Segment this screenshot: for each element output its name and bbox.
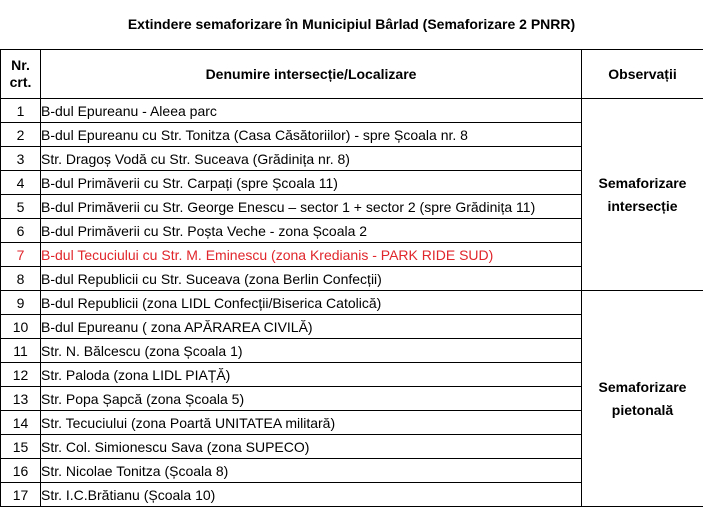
row-number: 9 xyxy=(1,291,41,315)
intersection-name: Str. Dragoș Vodă cu Str. Suceava (Grădinița nr. 8) xyxy=(41,147,582,171)
document-title: Extindere semaforizare în Municipiul Bârlad (Semaforizare 2 PNRR) xyxy=(0,0,703,49)
intersection-name: B-dul Tecuciului cu Str. M. Eminescu (zona Kredianis - PARK RIDE SUD) xyxy=(41,243,582,267)
intersection-name: Str. Col. Simionescu Sava (zona SUPECO) xyxy=(41,435,582,459)
intersection-name: Str. Paloda (zona LIDL PIAȚĂ) xyxy=(41,363,582,387)
row-number: 15 xyxy=(1,435,41,459)
table-body xyxy=(1,99,703,507)
row-number: 6 xyxy=(1,219,41,243)
table-row xyxy=(1,291,703,315)
row-number: 17 xyxy=(1,483,41,507)
row-number: 10 xyxy=(1,315,41,339)
row-number: 4 xyxy=(1,171,41,195)
intersection-name: B-dul Epureanu - Aleea parc xyxy=(41,99,582,123)
row-number: 7 xyxy=(1,243,41,267)
intersection-name: B-dul Republicii cu Str. Suceava (zona Berlin Confecții) xyxy=(41,267,582,291)
row-number: 5 xyxy=(1,195,41,219)
group-observation: Semaforizare intersecție xyxy=(582,99,703,291)
header-observations: Observații xyxy=(582,50,703,99)
intersection-name: Str. N. Bălcescu (zona Școala 1) xyxy=(41,339,582,363)
intersection-name: B-dul Primăverii cu Str. George Enescu – sector 1 + sector 2 (spre Grădinița 11) xyxy=(41,195,582,219)
row-number: 3 xyxy=(1,147,41,171)
intersection-name: Str. Tecuciului (zona Poartă UNITATEA militară) xyxy=(41,411,582,435)
row-number: 11 xyxy=(1,339,41,363)
header-nr: Nr. crt. xyxy=(1,50,41,99)
row-number: 12 xyxy=(1,363,41,387)
table-header-row xyxy=(1,50,703,99)
intersection-name: Str. Popa Șapcă (zona Școala 5) xyxy=(41,387,582,411)
row-number: 14 xyxy=(1,411,41,435)
intersections-table xyxy=(0,49,703,507)
row-number: 1 xyxy=(1,99,41,123)
header-name: Denumire intersecție/Localizare xyxy=(41,50,582,99)
group-observation: Semaforizare pietonală xyxy=(582,291,703,507)
intersection-name: Str. Nicolae Tonitza (Școala 8) xyxy=(41,459,582,483)
row-number: 16 xyxy=(1,459,41,483)
intersection-name: B-dul Epureanu cu Str. Tonitza (Casa Căsătoriilor) - spre Școala nr. 8 xyxy=(41,123,582,147)
intersection-name: B-dul Primăverii cu Str. Poșta Veche - zona Școala 2 xyxy=(41,219,582,243)
row-number: 8 xyxy=(1,267,41,291)
row-number: 2 xyxy=(1,123,41,147)
intersection-name: B-dul Primăverii cu Str. Carpați (spre Școala 11) xyxy=(41,171,582,195)
intersection-name: B-dul Republicii (zona LIDL Confecții/Biserica Catolică) xyxy=(41,291,582,315)
intersection-name: Str. I.C.Brătianu (Școala 10) xyxy=(41,483,582,507)
table-row xyxy=(1,99,703,123)
intersection-name: B-dul Epureanu ( zona APĂRAREA CIVILĂ) xyxy=(41,315,582,339)
row-number: 13 xyxy=(1,387,41,411)
